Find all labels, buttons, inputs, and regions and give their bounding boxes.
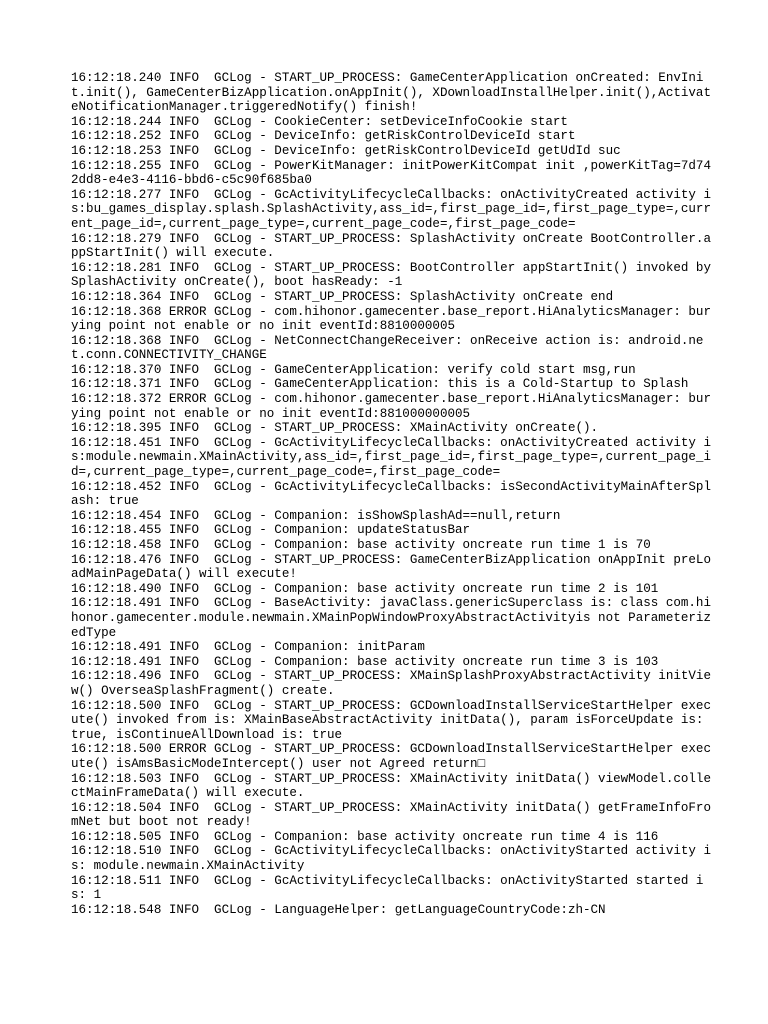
- log-line: 16:12:18.496 INFO GCLog - START_UP_PROCESS: XMainSplashProxyAbstractActivity initView() OverseaSplashFragment() create.: [71, 669, 711, 698]
- log-line: 16:12:18.503 INFO GCLog - START_UP_PROCESS: XMainActivity initData() viewModel.collectMainFrameData() will execute.: [71, 771, 711, 801]
- log-line-error: 16:12:18.500 ERROR GCLog - START_UP_PROCESS: GCDownloadInstallServiceStartHelper execute() isAmsBasicModeIntercept() user not Agreed return□: [71, 742, 711, 771]
- log-line: 16:12:18.490 INFO GCLog - Companion: base activity oncreate run time 2 is 101: [71, 581, 659, 596]
- log-line: 16:12:18.511 INFO GCLog - GcActivityLifecycleCallbacks: onActivityStarted started is: 1: [71, 873, 704, 903]
- log-line: 16:12:18.491 INFO GCLog - Companion: initParam: [71, 640, 425, 655]
- log-line-error: 16:12:18.372 ERROR GCLog - com.hihonor.gamecenter.base_report.HiAnalyticsManager: burying point not enable or no init eventId:881000000005: [71, 392, 711, 421]
- log-line: 16:12:18.240 INFO GCLog - START_UP_PROCESS: GameCenterApplication onCreated: EnvInit.init(), GameCenterBizApplication.onAppInit(), XDownloadInstallHelper.init(),ActivateNotificationManager.triggeredNotify() finish!: [71, 71, 711, 115]
- log-line: 16:12:18.500 INFO GCLog - START_UP_PROCESS: GCDownloadInstallServiceStartHelper execute() invoked from is: XMainBaseAbstractActivity initData(), param isForceUpdate is: true, isContinueAllDownload is: true: [71, 698, 711, 742]
- log-line: 16:12:18.252 INFO GCLog - DeviceInfo: getRiskControlDeviceId start: [71, 129, 576, 144]
- log-line: 16:12:18.491 INFO GCLog - Companion: base activity oncreate run time 3 is 103: [71, 654, 659, 669]
- log-line: 16:12:18.277 INFO GCLog - GcActivityLifecycleCallbacks: onActivityCreated activity is:bu_games_display.splash.SplashActivity,ass_id=,first_page_id=,first_page_type=,current_page_id=,current_page_type=,current_page_code=,first_page_code=: [71, 187, 711, 231]
- log-line: 16:12:18.505 INFO GCLog - Companion: base activity oncreate run time 4 is 116: [71, 829, 659, 844]
- log-line: 16:12:18.244 INFO GCLog - CookieCenter: setDeviceInfoCookie start: [71, 114, 568, 129]
- log-line: 16:12:18.364 INFO GCLog - START_UP_PROCESS: SplashActivity onCreate end: [71, 289, 614, 304]
- log-line: 16:12:18.395 INFO GCLog - START_UP_PROCESS: XMainActivity onCreate().: [71, 421, 599, 436]
- log-line: 16:12:18.454 INFO GCLog - Companion: isShowSplashAd==null,return: [71, 508, 561, 523]
- log-line: 16:12:18.476 INFO GCLog - START_UP_PROCESS: GameCenterBizApplication onAppInit preLoadMainPageData() will execute!: [71, 552, 711, 582]
- log-line: 16:12:18.452 INFO GCLog - GcActivityLifecycleCallbacks: isSecondActivityMainAfterSplash: true: [71, 479, 711, 509]
- log-line: 16:12:18.279 INFO GCLog - START_UP_PROCESS: SplashActivity onCreate BootController.appStartInit() will execute.: [71, 231, 711, 261]
- log-line-error: 16:12:18.368 ERROR GCLog - com.hihonor.gamecenter.base_report.HiAnalyticsManager: burying point not enable or no init eventId:8810000005: [71, 304, 711, 334]
- log-line: 16:12:18.253 INFO GCLog - DeviceInfo: getRiskControlDeviceId getUdId suc: [71, 143, 621, 158]
- log-line: 16:12:18.371 INFO GCLog - GameCenterApplication: this is a Cold-Startup to Splash: [71, 377, 689, 392]
- log-line: 16:12:18.368 INFO GCLog - NetConnectChangeReceiver: onReceive action is: android.net.conn.CONNECTIVITY_CHANGE: [71, 333, 704, 363]
- log-line: 16:12:18.281 INFO GCLog - START_UP_PROCESS: BootController appStartInit() invoked by SplashActivity onCreate(), boot hasReady: -1: [71, 260, 719, 290]
- log-line: 16:12:18.451 INFO GCLog - GcActivityLifecycleCallbacks: onActivityCreated activity is:module.newmain.XMainActivity,ass_id=,first_page_id=,first_page_type=,current_page_id=,current_page_type=,current_page_code=,first_page_code=: [71, 435, 711, 480]
- log-line: 16:12:18.504 INFO GCLog - START_UP_PROCESS: XMainActivity initData() getFrameInfoFromNet but boot not ready!: [71, 800, 711, 830]
- log-line: 16:12:18.491 INFO GCLog - BaseActivity: javaClass.genericSuperclass is: class com.hihonor.gamecenter.module.newmain.XMainPopWindowProxyAbstractActivityis not ParameterizedType: [71, 596, 711, 640]
- log-line: 16:12:18.255 INFO GCLog - PowerKitManager: initPowerKitCompat init ,powerKitTag=7d742dd8-e4e3-4116-bbd6-c5c90f685ba0: [71, 158, 711, 188]
- log-line: 16:12:18.510 INFO GCLog - GcActivityLifecycleCallbacks: onActivityStarted activity is: module.newmain.XMainActivity: [71, 844, 711, 874]
- log-line: 16:12:18.548 INFO GCLog - LanguageHelper: getLanguageCountryCode:zh-CN: [71, 902, 606, 917]
- log-document: [71, 71, 719, 917]
- log-line: 16:12:18.458 INFO GCLog - Companion: base activity oncreate run time 1 is 70: [71, 538, 651, 552]
- log-line: 16:12:18.370 INFO GCLog - GameCenterApplication: verify cold start msg,run: [71, 362, 636, 377]
- log-line: 16:12:18.455 INFO GCLog - Companion: updateStatusBar: [71, 523, 471, 538]
